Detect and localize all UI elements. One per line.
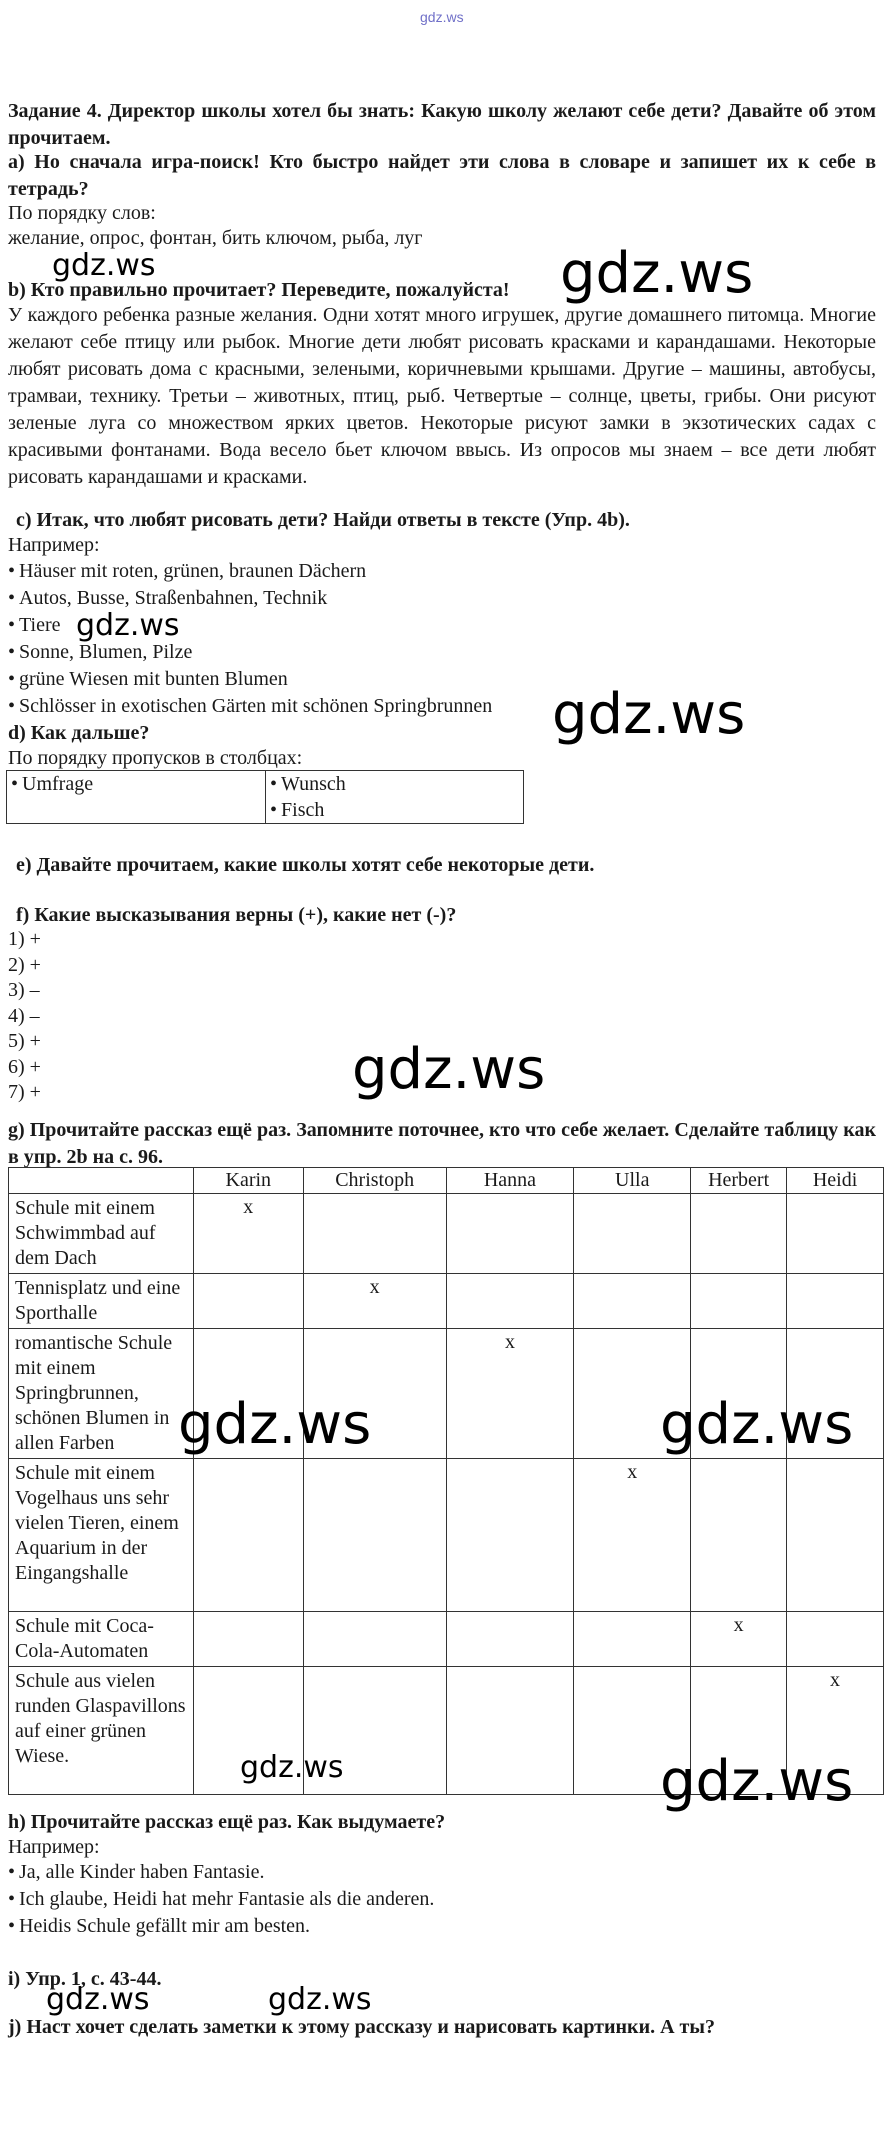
mark-cell: [193, 1274, 303, 1329]
section-h-note: Например:: [8, 1836, 100, 1858]
list-item: • Häuser mit roten, grünen, braunen Dächern: [8, 558, 876, 585]
row-label: Schule mit Coca-Cola-Automaten: [9, 1612, 194, 1667]
section-h-heading: h) Прочитайте рассказ ещё раз. Как выдумаете?: [8, 1811, 446, 1833]
watermark: gdz.ws: [52, 248, 156, 283]
column-header: Karin: [193, 1168, 303, 1194]
section-f-heading: f) Какие высказывания верны (+), какие нет (-)?: [16, 904, 457, 926]
table-row: [9, 1612, 884, 1667]
mark-cell: [303, 1612, 446, 1667]
fill-table-col2: [266, 771, 524, 824]
mark-cell: [691, 1194, 787, 1274]
answer-item: 6) +: [8, 1055, 41, 1078]
watermark: gdz.ws: [46, 1982, 150, 2017]
fill-table: [6, 770, 524, 824]
table-header-row: [9, 1168, 884, 1194]
row-label: Tennisplatz und eine Sporthalle: [9, 1274, 194, 1329]
mark-cell: x: [787, 1667, 884, 1795]
mark-cell: [574, 1194, 691, 1274]
section-b-heading: b) Кто правильно прочитает? Переведите, пожалуйста!: [8, 279, 510, 301]
table-row: [9, 1459, 884, 1612]
table-row: [9, 1194, 884, 1274]
watermark: gdz.ws: [268, 1982, 372, 2017]
row-label: romantische Schule mit einem Springbrunnen, schönen Blumen in allen Farben: [9, 1329, 194, 1459]
row-label: Schule aus vielen runden Glaspavillons auf einer grünen Wiese.: [9, 1667, 194, 1795]
section-a-heading: a) Но сначала игра-поиск! Кто быстро найдет эти слова в словаре и запишет их к себе в тетрадь?: [8, 151, 876, 200]
answer-item: 2) +: [8, 953, 41, 976]
answer-item: 7) +: [8, 1081, 41, 1103]
row-label: Schule mit einem Vogelhaus uns sehr vielen Tieren, einem Aquarium in der Eingangshalle: [9, 1459, 194, 1612]
answer-item: 1) +: [8, 928, 41, 950]
mark-cell: x: [446, 1329, 574, 1459]
mark-cell: x: [691, 1612, 787, 1667]
watermark: gdz.ws: [352, 1037, 546, 1102]
answer-item: 3) –: [8, 979, 40, 1001]
section-i-heading: i) Упр. 1, с. 43-44.: [8, 1968, 162, 1990]
section-a-note: По порядку слов:: [8, 202, 156, 224]
mark-cell: [193, 1612, 303, 1667]
table-corner: [9, 1168, 194, 1194]
list-item: • Heidis Schule gefällt mir am besten.: [8, 1913, 876, 1940]
section-b-text: У каждого ребенка разные желания. Одни хотят много игрушек, другие домашнего питомца. Многие желают себе птицу или рыбок. Многие дети любят рисовать красками и карандашами. Некоторые любят рисовать дома с красными, зелеными, коричневыми крышами. Другие – машины, автобусы, трамваи, технику. Третьи – животных, птиц, рыб. Четвертые – солнце, цветы, грибы. Они рисуют зеленые луга со множеством ярких цветов. Некоторые рисуют замки в экзотических садах с красивыми фонтанами. Вода весело бьет ключом ввысь. Из опросов мы знаем – все дети любят рисовать карандашами и красками.: [8, 304, 876, 488]
fill-table-col1: [7, 771, 266, 824]
section-a-answer: желание, опрос, фонтан, бить ключом, рыба, луг: [8, 227, 423, 249]
column-header: Ulla: [574, 1168, 691, 1194]
column-header: Heidi: [787, 1168, 884, 1194]
mark-cell: [787, 1274, 884, 1329]
wishes-table: [8, 1167, 884, 1795]
watermark: gdz.ws: [552, 682, 746, 747]
mark-cell: [446, 1667, 574, 1795]
section-d-heading: d) Как дальше?: [8, 722, 150, 744]
mark-cell: [574, 1612, 691, 1667]
section-e-heading: e) Давайте прочитаем, какие школы хотят себе некоторые дети.: [16, 854, 595, 876]
section-d-note: По порядку пропусков в столбцах:: [8, 747, 303, 769]
answer-item: 4) –: [8, 1004, 40, 1027]
section-c-heading: c) Итак, что любят рисовать дети? Найди ответы в тексте (Упр. 4b).: [16, 509, 630, 531]
row-label: Schule mit einem Schwimmbad auf dem Dach: [9, 1194, 194, 1274]
mark-cell: x: [303, 1274, 446, 1329]
mark-cell: [787, 1612, 884, 1667]
mark-cell: [446, 1612, 574, 1667]
task-title: Задание 4. Директор школы хотел бы знать: Какую школу желают себе дети? Давайте об этом прочитаем.: [8, 100, 876, 149]
mark-cell: [303, 1194, 446, 1274]
watermark: gdz.ws: [240, 1750, 344, 1785]
mark-cell: [691, 1459, 787, 1612]
column-header: Herbert: [691, 1168, 787, 1194]
list-item: • Ich glaube, Heidi hat mehr Fantasie als die anderen.: [8, 1886, 876, 1913]
section-h-list: [8, 1859, 876, 1940]
watermark: gdz.ws: [660, 1392, 854, 1457]
header-mark: gdz.ws: [420, 9, 464, 25]
mark-cell: [691, 1274, 787, 1329]
mark-cell: [303, 1459, 446, 1612]
mark-cell: [574, 1274, 691, 1329]
list-item: • Autos, Busse, Straßenbahnen, Technik: [8, 585, 876, 612]
watermark: gdz.ws: [660, 1749, 854, 1814]
list-item: • Tiere: [8, 612, 876, 639]
watermark: gdz.ws: [76, 608, 180, 643]
answer-item: 5) +: [8, 1030, 41, 1052]
mark-cell: [787, 1459, 884, 1612]
list-item: • Sonne, Blumen, Pilze: [8, 639, 876, 666]
table-row: [9, 1274, 884, 1329]
watermark: gdz.ws: [178, 1392, 372, 1457]
list-item: • Schlösser in exotischen Gärten mit schönen Springbrunnen: [8, 693, 876, 720]
mark-cell: x: [574, 1459, 691, 1612]
section-j-heading: j) Наст хочет сделать заметки к этому рассказу и нарисовать картинки. А ты?: [8, 2016, 715, 2038]
mark-cell: [446, 1274, 574, 1329]
column-header: Hanna: [446, 1168, 574, 1194]
list-item: • grüne Wiesen mit bunten Blumen: [8, 666, 876, 693]
list-item: • Ja, alle Kinder haben Fantasie.: [8, 1859, 876, 1886]
mark-cell: [193, 1459, 303, 1612]
mark-cell: [787, 1194, 884, 1274]
watermark: gdz.ws: [560, 241, 754, 306]
section-c-note: Например:: [8, 534, 100, 556]
section-g-heading: g) Прочитайте рассказ ещё раз. Запомните поточнее, кто что себе желает. Сделайте таблицу как в упр. 2b на с. 96.: [8, 1119, 876, 1168]
fill-word: • Wunsch: [270, 771, 519, 797]
fill-word: • Umfrage: [11, 771, 261, 797]
mark-cell: [446, 1194, 574, 1274]
mark-cell: [446, 1459, 574, 1612]
column-header: Christoph: [303, 1168, 446, 1194]
mark-cell: x: [193, 1194, 303, 1274]
fill-word: • Fisch: [270, 797, 519, 823]
